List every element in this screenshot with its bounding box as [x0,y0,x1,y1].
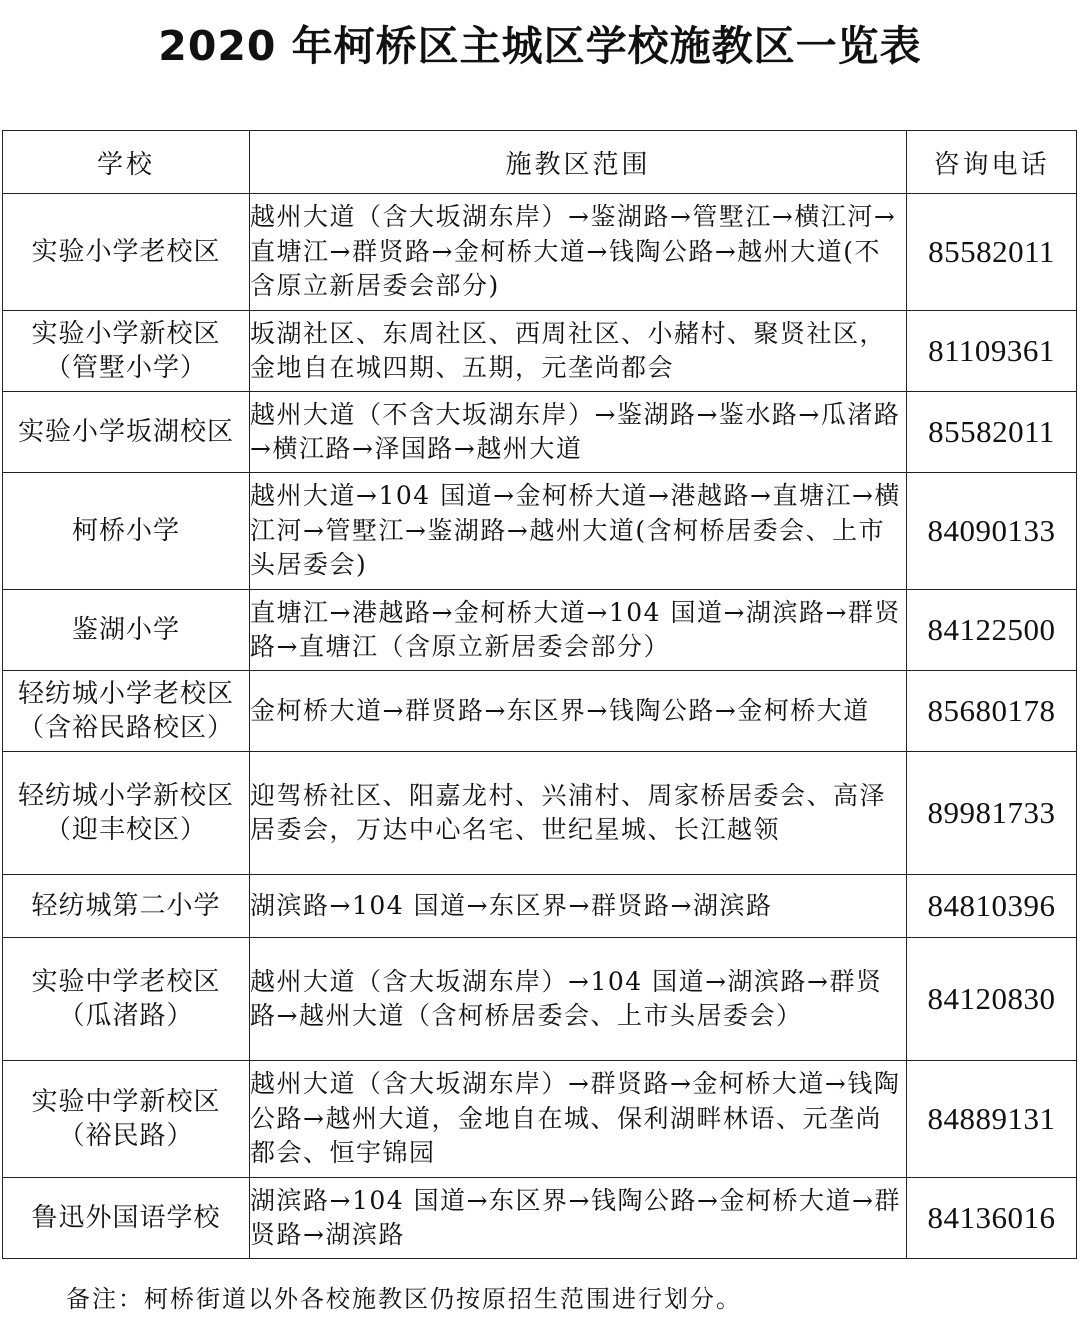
phone-number-cell: 81109361 [907,311,1077,392]
phone-number-cell: 85582011 [907,392,1077,473]
school-name-cell [3,752,250,875]
header-school: 学校 [3,131,250,194]
table-header-row [3,131,1077,194]
school-name: 实验小学老校区 [31,237,221,267]
phone-number-cell: 84122500 [907,590,1077,671]
phone-number-cell: 85680178 [907,671,1077,752]
table-body [3,194,1077,1259]
school-alias: （管墅小学） [44,353,207,383]
school-name-cell [3,1061,250,1178]
school-alias: （裕民路） [58,1121,194,1151]
zone-range-cell: 越州大道（含大坂湖东岸）→群贤路→金柯桥大道→钱陶公路→越州大道，金地自在城、保利湖畔林语、元垄尚都会、恒宇锦园 [250,1061,907,1178]
zone-range-cell: 湖滨路→104 国道→东区界→钱陶公路→金柯桥大道→群贤路→湖滨路 [250,1178,907,1259]
school-name-cell [3,311,250,392]
table-row [3,938,1077,1061]
zone-range-cell: 越州大道（含大坂湖东岸）→鉴湖路→管墅江→横江河→直塘江→群贤路→金柯桥大道→钱陶公路→越州大道(不含原立新居委会部分) [250,194,907,311]
header-phone: 咨询电话 [907,131,1077,194]
table-row [3,875,1077,938]
school-alias: （含裕民路校区） [17,713,234,743]
zone-range-cell: 迎驾桥社区、阳嘉龙村、兴浦村、周家桥居委会、高泽居委会，万达中心名宅、世纪星城、长江越领 [250,752,907,875]
phone-number-cell: 84810396 [907,875,1077,938]
footnote: 备注：柯桥街道以外各校施教区仍按原招生范围进行划分。 [66,1285,742,1313]
table-row [3,1178,1077,1259]
table-row [3,752,1077,875]
zone-range-cell: 湖滨路→104 国道→东区界→群贤路→湖滨路 [250,875,907,938]
table-row [3,473,1077,590]
school-name-cell [3,590,250,671]
phone-number-cell: 85582011 [907,194,1077,311]
table-row [3,194,1077,311]
header-area: 施教区范围 [250,131,907,194]
school-name: 轻纺城小学新校区 [17,781,234,811]
table-row [3,311,1077,392]
school-name-cell [3,875,250,938]
phone-number-cell: 84136016 [907,1178,1077,1259]
school-name: 实验中学老校区 [31,967,221,997]
table-row [3,671,1077,752]
phone-number-cell: 89981733 [907,752,1077,875]
school-name: 轻纺城小学老校区 [17,679,234,709]
zone-range-cell: 直塘江→港越路→金柯桥大道→104 国道→湖滨路→群贤路→直塘江（含原立新居委会部分） [250,590,907,671]
table-row [3,590,1077,671]
zone-range-cell: 越州大道（不含大坂湖东岸）→鉴湖路→鉴水路→瓜渚路→横江路→泽国路→越州大道 [250,392,907,473]
school-alias: （迎丰校区） [44,815,207,845]
zone-range-cell: 越州大道（含大坂湖东岸）→104 国道→湖滨路→群贤路→越州大道（含柯桥居委会、上市头居委会） [250,938,907,1061]
page-title: 2020 年柯桥区主城区学校施教区一览表 [158,22,922,70]
school-name-cell [3,1178,250,1259]
zone-range-cell: 越州大道→104 国道→金柯桥大道→港越路→直塘江→横江河→管墅江→鉴湖路→越州大道(含柯桥居委会、上市头居委会) [250,473,907,590]
school-name-cell [3,392,250,473]
school-name-cell [3,194,250,311]
school-zone-table [2,130,1077,1259]
school-name-cell [3,473,250,590]
school-name: 鉴湖小学 [71,615,180,645]
school-name: 柯桥小学 [71,516,180,546]
school-name-cell [3,938,250,1061]
school-name: 实验小学坂湖校区 [17,417,234,447]
school-name: 实验小学新校区 [31,319,221,349]
table-row [3,1061,1077,1178]
table-row [3,392,1077,473]
phone-number-cell: 84120830 [907,938,1077,1061]
school-name: 实验中学新校区 [31,1087,221,1117]
phone-number-cell: 84889131 [907,1061,1077,1178]
zone-range-cell: 金柯桥大道→群贤路→东区界→钱陶公路→金柯桥大道 [250,671,907,752]
phone-number-cell: 84090133 [907,473,1077,590]
zone-range-cell: 坂湖社区、东周社区、西周社区、小赭村、聚贤社区，金地自在城四期、五期，元垄尚都会 [250,311,907,392]
school-name-cell [3,671,250,752]
school-name: 鲁迅外国语学校 [31,1203,221,1233]
school-alias: （瓜渚路） [58,1001,194,1031]
school-name: 轻纺城第二小学 [31,891,221,921]
